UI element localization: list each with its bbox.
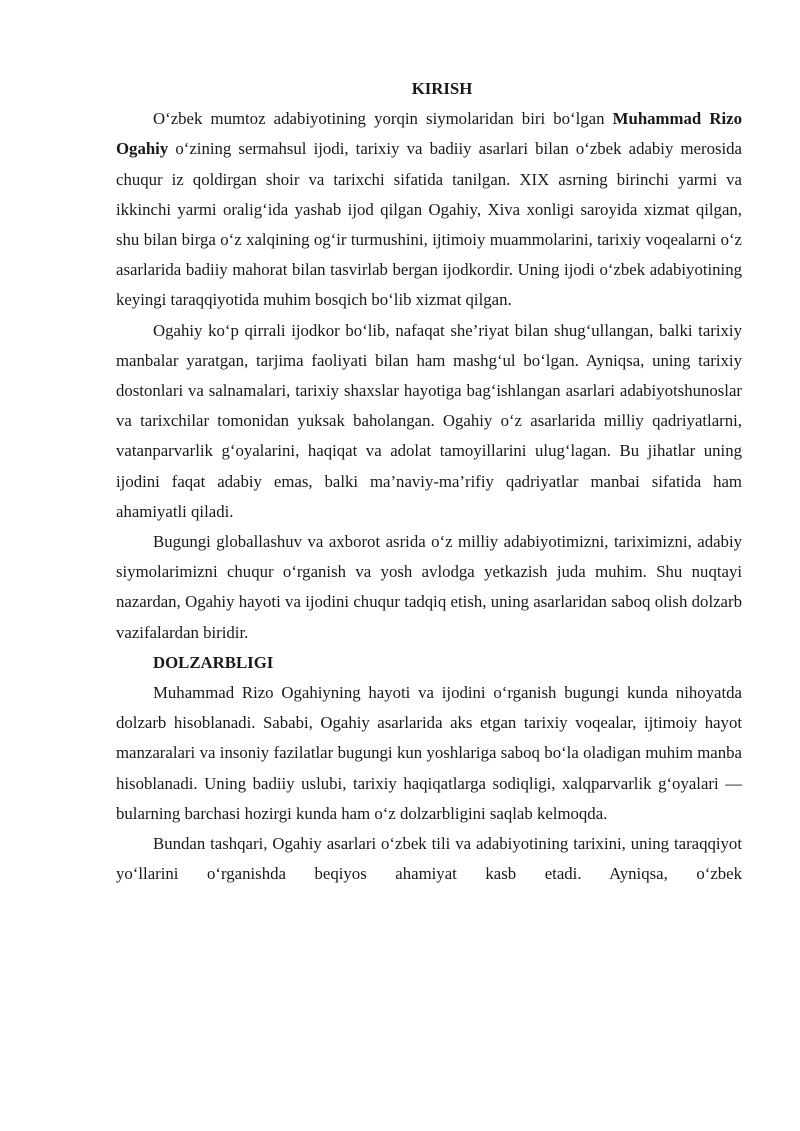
section-title-kirish: KIRISH — [411, 79, 473, 98]
document-page — [116, 74, 742, 889]
paragraph-text: o‘zining sermahsul ijodi, tarixiy va badiiy asarlari bilan o‘zbek adabiy merosida chuqur iz qoldirgan shoir va tarixchi sifatida tanilgan. XIX asrning birinchi yarmi va ikkinchi yarmi oralig‘ida yashab ijod qilgan Ogahiy, Xiva xonligi saroyida xizmat qilgan, shu bilan birga o‘z xalqining og‘ir turmushini, ijtimoiy muammolarini, tarixiy voqealarni o‘z asarlarida badiiy mahorat bilan tasvirlab bergan ijodkordir. Uning ijodi o‘zbek adabiyotining keyingi taraqqiyotida muhim bosqich bo‘lib xizmat qilgan. — [116, 139, 742, 310]
paragraph-text: O‘zbek mumtoz adabiyotining yorqin siymolaridan biri bo‘lgan — [153, 109, 613, 129]
author-name-bold: Muhammad Rizo Ogahiy — [116, 109, 742, 159]
paragraph-relevance-1: Muhammad Rizo Ogahiyning hayoti va ijodini o‘rganish bugungi kunda nihoyatda dolzarb hisoblanadi. Sababi, Ogahiy asarlarida aks etgan tarixiy voqealar, ijtimoiy hayot manzaralari va insoniy fazilatlar bugungi kun yoshlariga saboq bo‘la oladigan muhim manba hisoblanadi. Uning badiiy uslubi, tarixiy haqiqatlarga sodiqligi, xalqparvarlik g‘oyalari — bularning barchasi hozirgi kunda ham o‘z dolzarbligini saqlab kelmoqda. — [116, 683, 742, 823]
section-title-dolzarbligi: DOLZARBLIGI — [153, 652, 274, 672]
paragraph-intro-1 — [116, 104, 742, 315]
paragraph-relevance-2: Bundan tashqari, Ogahiy asarlari o‘zbek tili va adabiyotining tarixini, uning taraqqiyot yo‘llarini o‘rganishda beqiyos ahamiyat kasb etadi. Ayniqsa, o‘zbek — [116, 834, 742, 884]
paragraph-intro-3: Bugungi globallashuv va axborot asrida o‘z milliy adabiyotimizni, tariximizni, adabiy siymolarimizni chuqur o‘rganish va yosh avlodga yetkazish juda muhim. Shu nuqtayi nazardan, Ogahiy hayoti va ijodini chuqur tadqiq etish, uning asarlaridan saboq olish dolzarb vazifalardan biridir. — [116, 532, 742, 642]
paragraph-intro-2: Ogahiy ko‘p qirrali ijodkor bo‘lib, nafaqat she’riyat bilan shug‘ullangan, balki tarixiy manbalar yaratgan, tarjima faoliyati bilan ham mashg‘ul bo‘lgan. Ayniqsa, uning tarixiy dostonlari va salnamalari, tarixiy shaxslar hayotiga bag‘ishlangan asarlari adabiyotshunoslar va tarixchilar tomonidan yuksak baholangan. Ogahiy o‘z asarlarida milliy qadriyatlarni, vatanparvarlik g‘oyalarini, haqiqat va adolat tamoyillarini ulug‘lagan. Bu jihatlar uning ijodini faqat adabiy emas, balki ma’naviy-ma’rifiy qadriyatlar manbai sifatida ham ahamiyatli qiladi. — [116, 320, 742, 521]
